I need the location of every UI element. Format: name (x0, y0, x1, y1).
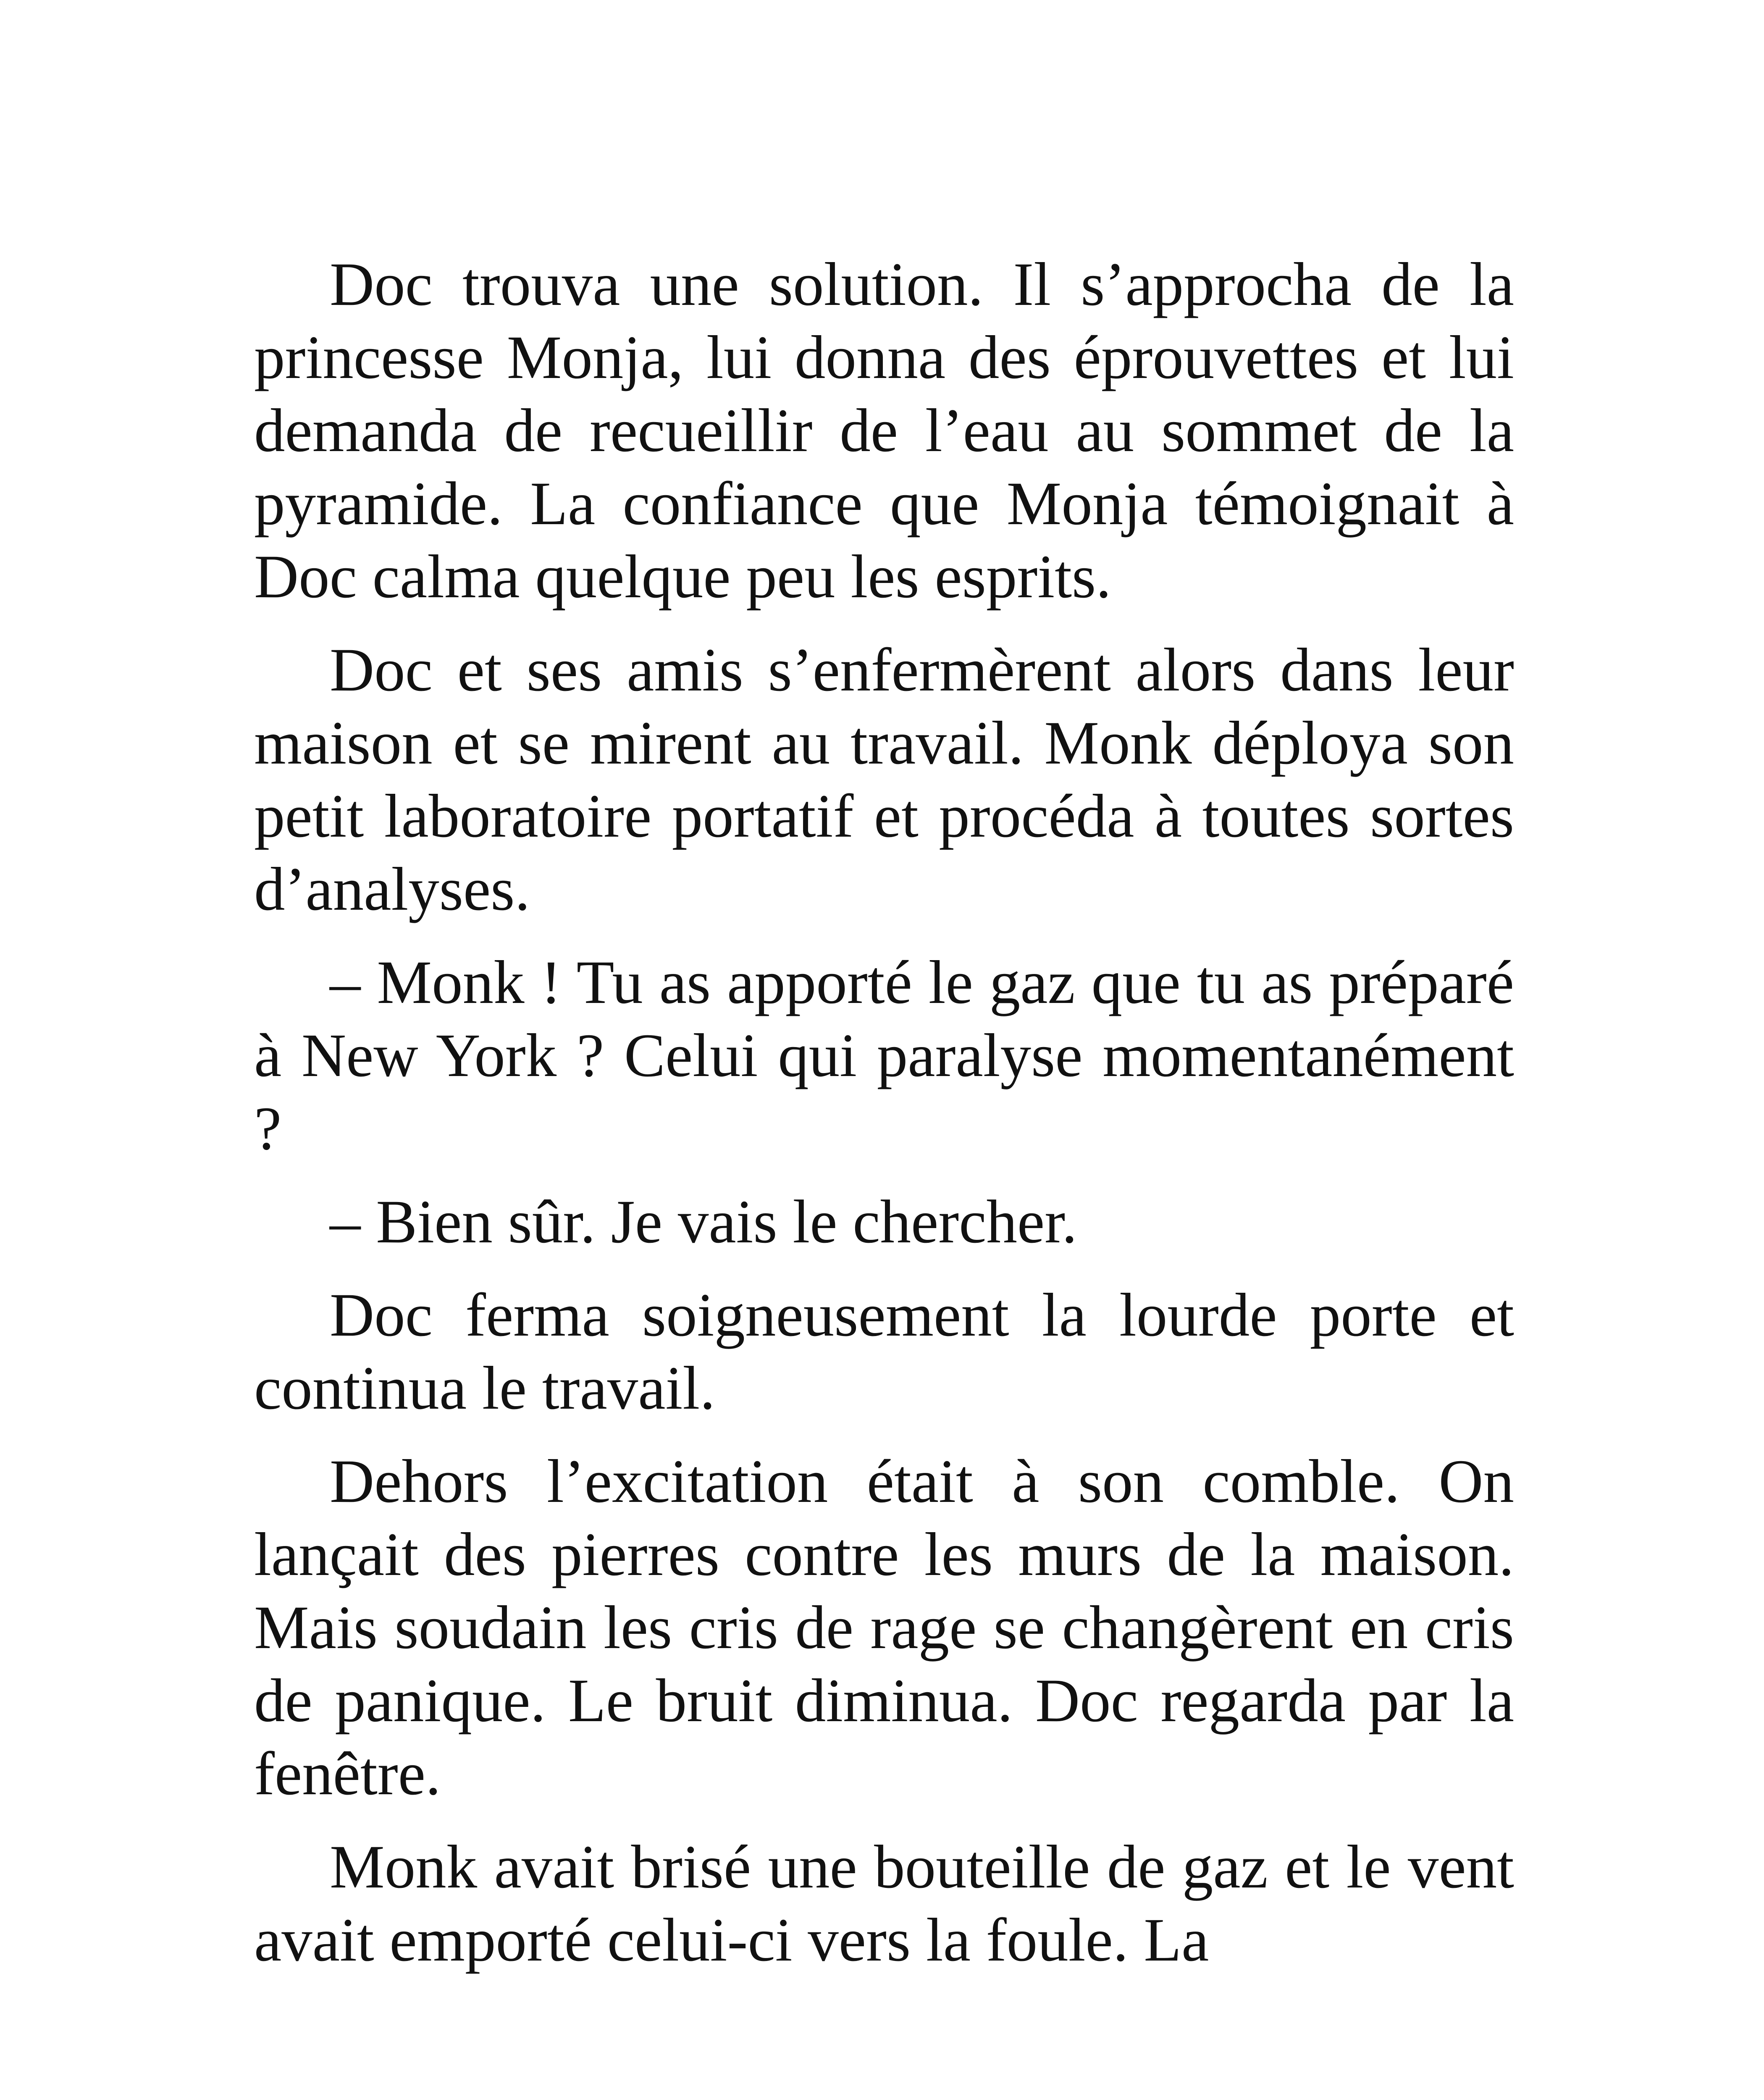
body-text (254, 248, 1514, 1997)
paragraph: Monk avait brisé une bouteille de gaz et le vent avait emporté celui-ci vers la foule. La (254, 1832, 1514, 1974)
paragraph: Doc et ses amis s’enfermèrent alors dans leur maison et se mirent au travail. Monk déploya son petit laboratoire portatif et procéda à toutes sortes d’analyses. (254, 635, 1514, 923)
paragraph: – Monk ! Tu as apporté le gaz que tu as préparé à New York ? Celui qui paralyse momentanément ? (254, 948, 1514, 1163)
paragraph: Doc ferma soigneusement la lourde porte et continua le travail. (254, 1281, 1514, 1422)
paragraph: Doc trouva une solution. Il s’approcha de la princesse Monja, lui donna des éprouvettes et lui demanda de recueillir de l’eau au sommet de la pyramide. La confiance que Monja témoignait à Doc calma quelque peu les esprits. (254, 250, 1514, 611)
paragraph: – Bien sûr. Je vais le chercher. (330, 1187, 1077, 1256)
paragraph: Dehors l’excitation était à son comble. On lançait des pierres contre les murs de la maison. Mais soudain les cris de rage se changèrent en cris de panique. Le bruit diminua. Doc regarda par la fenêtre. (254, 1447, 1514, 1808)
